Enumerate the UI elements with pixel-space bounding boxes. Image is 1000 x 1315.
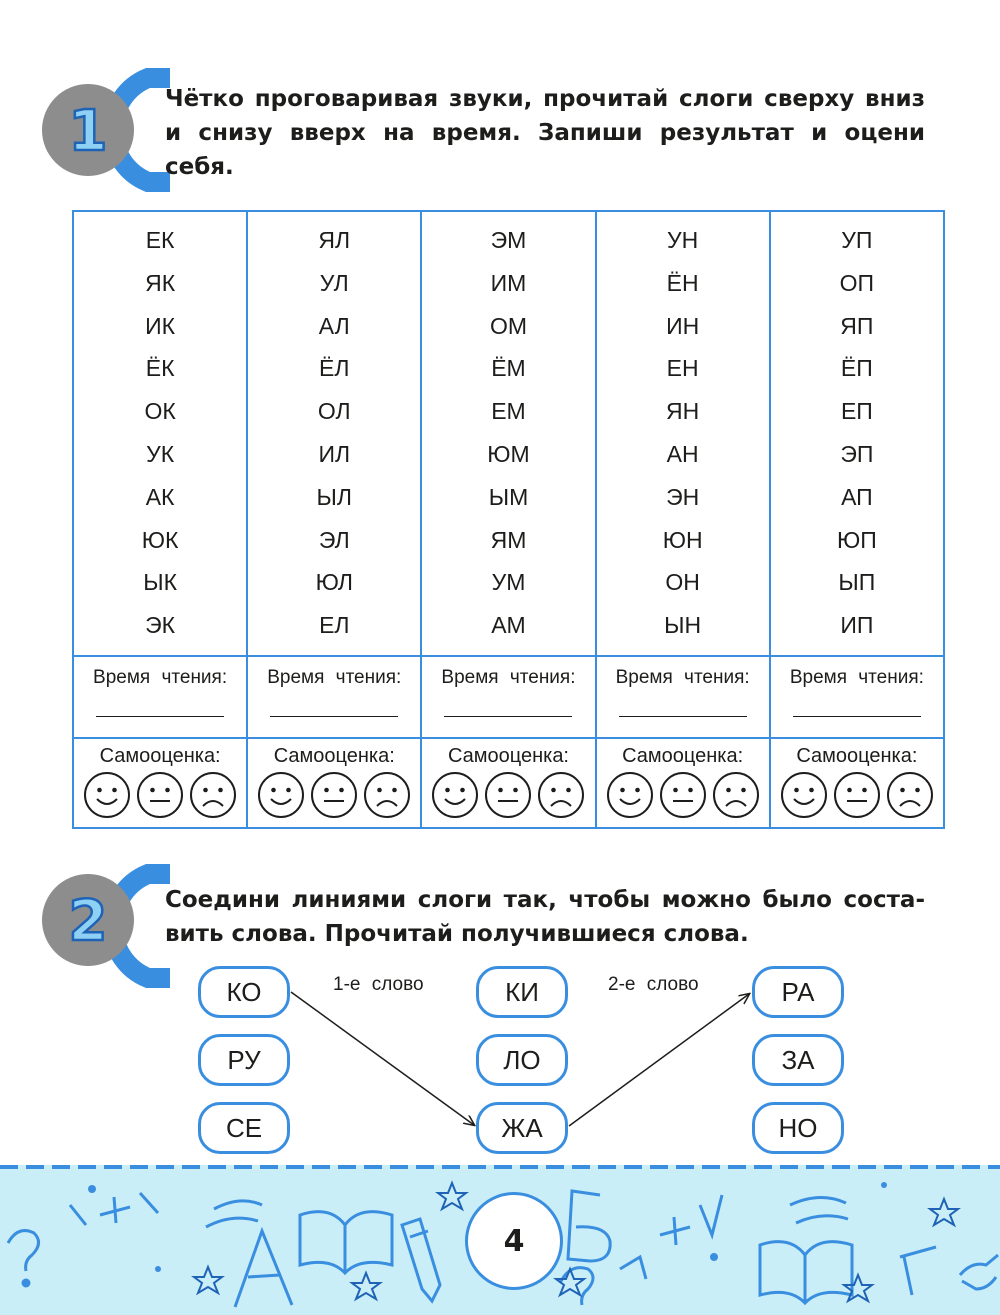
syllable: ЭН [666,483,700,510]
task-1-number: 1 [68,99,108,164]
syllable: ЭМ [490,227,527,253]
self-assessment-label: Самооценка: [796,744,918,767]
syllable: ОН [665,569,700,596]
task-2-number: 2 [68,889,108,954]
syllable: ИЛ [318,440,351,467]
syllable: ЮК [141,526,179,553]
reading-time-label: Время чтения: [267,666,402,688]
syllable: УЛ [319,269,349,296]
syllable: АЛ [318,312,350,339]
syllable-pill-lo[interactable]: ЛО [476,1034,568,1086]
syllable: ЯН [666,398,700,425]
syllable: ОК [144,398,176,425]
syllable: АН [666,440,699,467]
syllable: ЁП [840,355,873,382]
self-assessment-label: Самооценка: [99,744,221,767]
syllable: ИП [840,612,874,639]
reading-time-label: Время чтения: [93,666,228,688]
self-assessment-label: Самооценка: [622,744,744,767]
syllable: ЭЛ [318,526,350,553]
syllable: УМ [491,569,526,596]
syllable: ЯП [840,312,874,339]
syllable: ЁЛ [319,355,350,382]
syllable-pill-se[interactable]: СЕ [198,1102,290,1154]
syllable: ЫМ [488,483,529,510]
syllable: ИК [145,312,176,339]
arrow-zha-to-ra [569,994,749,1126]
syllable: АП [841,483,873,510]
syllable: ЫК [143,569,177,596]
syllable-pill-ru[interactable]: РУ [198,1034,290,1086]
syllable: ЕК [145,227,175,253]
syllable: ОП [839,269,875,296]
syllable: УП [841,227,873,253]
syllable: ИМ [490,269,527,296]
syllable: ЮМ [487,440,530,467]
syllable: ИН [666,312,700,339]
syllable: ЁМ [491,355,526,382]
syllable: ЮЛ [315,569,353,596]
syllable-pill-no[interactable]: НО [752,1102,844,1154]
self-assessment-label: Самооценка: [447,744,569,767]
word-2-label: 2-е слово [608,974,699,995]
syllable-pill-ko[interactable]: КО [198,966,290,1018]
syllable: АК [145,483,175,510]
syllable-pill-za[interactable]: ЗА [752,1034,844,1086]
syllable: ЯК [145,269,176,296]
syllable: ЁН [666,269,699,296]
syllable: ЯМ [490,526,527,553]
syllable: ОМ [489,312,527,339]
task-2-instruction: Соедини линиями слоги так, чтобы можно было соста-вить слова. Прочитай получившиеся слова. [165,887,925,947]
syllable: ЫЛ [316,483,353,510]
syllable: ЁК [145,355,175,382]
reading-time-label: Время чтения: [615,666,750,688]
syllable: ЮН [662,526,703,553]
task-1-instruction: Чётко проговаривая звуки, прочитай слоги сверху вниз и снизу вверх на время. Запиши результат и оцени себя. [165,86,925,180]
syllable-pill-ra[interactable]: РА [752,966,844,1018]
syllable: ЯЛ [318,227,351,253]
reading-time-label: Время чтения: [441,666,576,688]
syllable: ЕН [666,355,699,382]
self-assessment-label: Самооценка: [273,744,395,767]
syllable: ОЛ [317,398,351,425]
syllable: УН [667,227,699,253]
syllable: ЭК [145,612,176,639]
page-number: 4 [465,1192,563,1290]
word-1-label: 1-е слово [333,974,424,995]
syllable: УК [146,440,175,467]
syllable-pill-zha[interactable]: ЖА [476,1102,568,1154]
syllable: АМ [491,612,526,639]
syllable: ЮП [836,526,877,553]
syllable: ЕМ [491,398,526,425]
reading-time-label: Время чтения: [789,666,924,688]
syllable: ЕП [840,398,873,425]
syllable-pill-ki[interactable]: КИ [476,966,568,1018]
syllable: ЫП [838,569,876,596]
arrow-ko-to-zha [291,992,474,1125]
syllable: ЕЛ [319,612,350,639]
syllable: ЫН [664,612,702,639]
syllable: ЭП [840,440,874,467]
